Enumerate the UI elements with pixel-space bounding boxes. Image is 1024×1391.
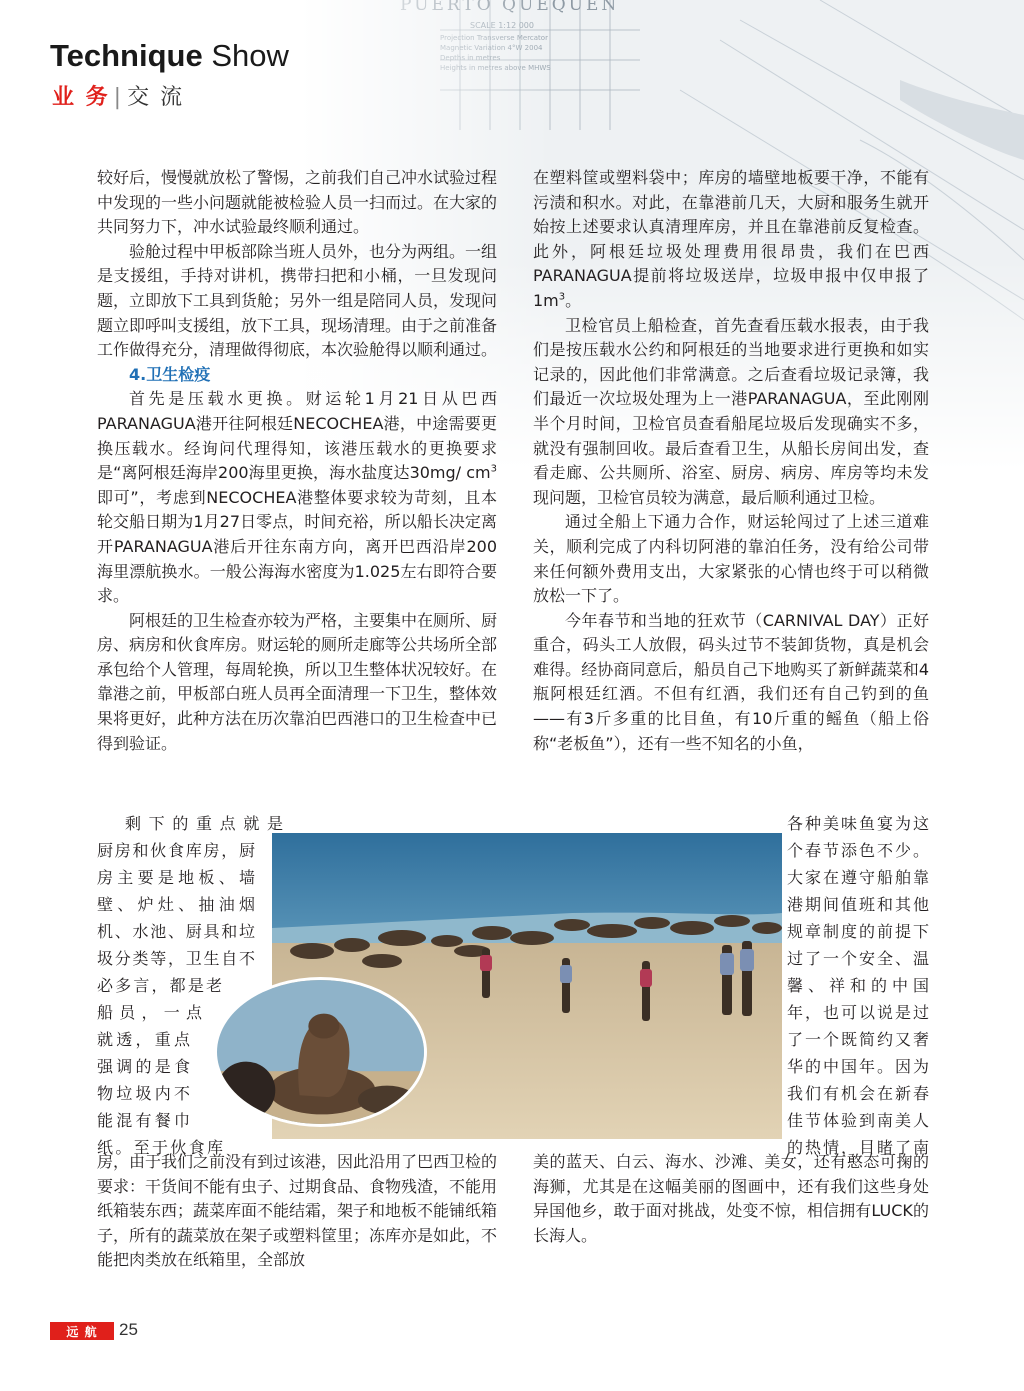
paragraph: 验舱过程中甲板部除当班人员外，也分为两组。一组是支援组，手持对讲机，携带扫把和小桶，一旦发现问题，立即放下工具到货舱；另外一组是陪同人员，发现问题立即呼叫支援组，放下工具，现场清理。由于之前准备工作做得充分，清理做得彻底，本次验舱得以顺利通过。 [97, 241, 498, 360]
text-run: 即可”，考虑到NECOCHEA港整体要求较为苛刻，且本轮交船日期为1月27日零点，时间充裕，所以船长决定离开PARANAGUA港后开往东南方向，离开巴西沿岸200海里漂航换水。一般公海海水密度为1.025左右即符合要求。 [97, 487, 497, 606]
text-line: 船员，一点 [97, 1003, 202, 1022]
magazine-name-badge: 远 航 [50, 1322, 114, 1340]
article-left-bottom [97, 1150, 497, 1273]
text-line: 华的中国年。因为 [787, 1057, 929, 1076]
text-line: 佳节体验到南美人 [787, 1111, 929, 1130]
text-line: 壁、炉灶、抽油烟 [97, 895, 255, 914]
magazine-column-title [50, 38, 289, 74]
section-label-b: 交 流 [127, 85, 185, 110]
superscript: 3 [558, 291, 566, 303]
text-line: 必多言，都是老 [97, 976, 222, 995]
article-right-bottom [533, 1150, 929, 1248]
paragraph: 卫检官员上船检查，首先查看压载水报表，由于我们是按压载水公约和阿根廷的当地要求进行更换和如实记录的，因此他们非常满意。之后查看垃圾记录簿，我们最近一次垃圾处理为上一港PARANAGUA，至此刚刚半个月时间，卫检官员查看船尾垃圾后发现确实不多，就没有强制回收。最后查看卫生，从船长房间出发，查看走廊、公共厕所、浴室、厨房、病房、库房等均未发现问题，卫检官员较为满意，最后顺利通过卫检。 [533, 315, 929, 507]
text-line: 的热情，目睹了南 [787, 1138, 929, 1157]
article-left-column [97, 166, 497, 756]
page-number: 25 [119, 1320, 138, 1339]
text-line: 强调的是食 [97, 1057, 190, 1076]
text-line: 规章制度的前提下 [787, 922, 929, 941]
title-light: Show [211, 38, 289, 73]
section-label-a: 业 务 [52, 85, 110, 110]
text-line: 大家在遵守船舶靠 [787, 868, 929, 887]
text-line: 各种美味鱼宴为这 [787, 814, 929, 833]
text-line: 年，也可以说是过 [787, 1003, 929, 1022]
text-line: 房主要是地板、墙 [97, 868, 255, 887]
sea-lion-closeup-photo [214, 977, 427, 1127]
section-label [52, 80, 184, 111]
text-run: 。 [565, 290, 582, 310]
section-separator: | [113, 85, 124, 110]
text-line: 个春节添色不少。 [787, 841, 929, 860]
superscript: 3 [490, 463, 497, 475]
text-line: 机、水池、厨具和垃 [97, 922, 255, 941]
text-line: 纸。至于伙食库 [97, 1138, 223, 1157]
text-line: 馨、祥和的中国 [787, 976, 929, 995]
text-line: 剩下的重点就是 [125, 814, 283, 833]
text-line: 物垃圾内不 [97, 1084, 190, 1103]
text-run: 在塑料筐或塑料袋中；库房的墙壁地板要干净，不能有污渍和积水。对此，在靠港前几天，大厨和服务生就开始按上述要求认真清理库房，并且在靠港前反复检查。此外，阿根廷垃圾处理费用很昂贵，我们在巴西PARANAGUA提前将垃圾送岸，垃圾申报中仅申报了1m [533, 168, 929, 310]
paragraph: 通过全船上下通力合作，财运轮闯过了上述三道难关，顺利完成了内科切阿港的靠泊任务，没有给公司带来任何额外费用支出，大家紧张的心情也终于可以稍微放松一下了。 [533, 512, 929, 606]
paragraph [533, 166, 929, 314]
text-line: 能混有餐巾 [97, 1111, 190, 1130]
text-line: 了一个既简约又奢 [787, 1030, 929, 1049]
paragraph: 今年春节和当地的狂欢节（CARNIVAL DAY）正好重合，码头工人放假，码头过节不装卸货物，真是机会难得。经协商同意后，船员自己下地购买了新鲜蔬菜和4瓶阿根廷红酒。不但有红酒，我们还有自己钓到的鱼——有3斤多重的比目鱼，有10斤重的鳐鱼（船上俗称“老板鱼”），还有一些不知名的小鱼， [533, 610, 929, 753]
title-bold: Technique [50, 38, 203, 73]
article-right-column [533, 166, 929, 756]
paragraph [97, 387, 497, 608]
paragraph: 阿根廷的卫生检查亦较为严格，主要集中在厕所、厨房、病房和伙食库房。财运轮的厕所走廊等公共场所全部承包给个人管理，每周轮换，所以卫生整体状况较好。在靠港之前，甲板部白班人员再全面清理一下卫生，整体效果将更好，此种方法在历次靠泊巴西港口的卫生检查中已得到验证。 [97, 610, 498, 753]
paragraph: 房，由于我们之前没有到过该港，因此沿用了巴西卫检的要求：干货间不能有虫子、过期食品、食物残渣，不能用纸箱装东西；蔬菜库面不能结霜，架子和地板不能铺纸箱子，所有的蔬菜放在架子或塑料筐里；冻库亦是如此，不能把肉类放在纸箱里，全部放 [97, 1152, 498, 1270]
text-line: 过了一个安全、温 [787, 949, 929, 968]
text-line: 圾分类等，卫生自不 [97, 949, 255, 968]
paragraph: 美的蓝天、白云、海水、沙滩、美女，还有憨态可掬的海狮，尤其是在这幅美丽的图画中，还有我们这些身处异国他乡，敢于面对挑战，处变不惊，相信拥有LUCK的长海人。 [533, 1152, 929, 1245]
text-line: 就透，重点 [97, 1030, 190, 1049]
text-run: 首先是压载水更换。财运轮1月21日从巴西PARANAGUA港开往阿根廷NECOCHEA港，中途需要更换压载水。经询问代理得知，该港压载水的更换要求是“离阿根廷海岸200海里更换，海水盐度达30mg/ cm [97, 389, 497, 483]
section-heading: 4.卫生检疫 [129, 364, 211, 384]
text-line: 我们有机会在新春 [787, 1084, 929, 1103]
text-line: 港期间值班和其他 [787, 895, 929, 914]
text-line: 厨房和伙食库房，厨 [97, 841, 255, 860]
paragraph: 较好后，慢慢就放松了警惕，之前我们自己冲水试验过程中发现的一些小问题就能被检验人员一扫而过。在大家的共同努力下，冲水试验最终顺利通过。 [97, 168, 498, 237]
